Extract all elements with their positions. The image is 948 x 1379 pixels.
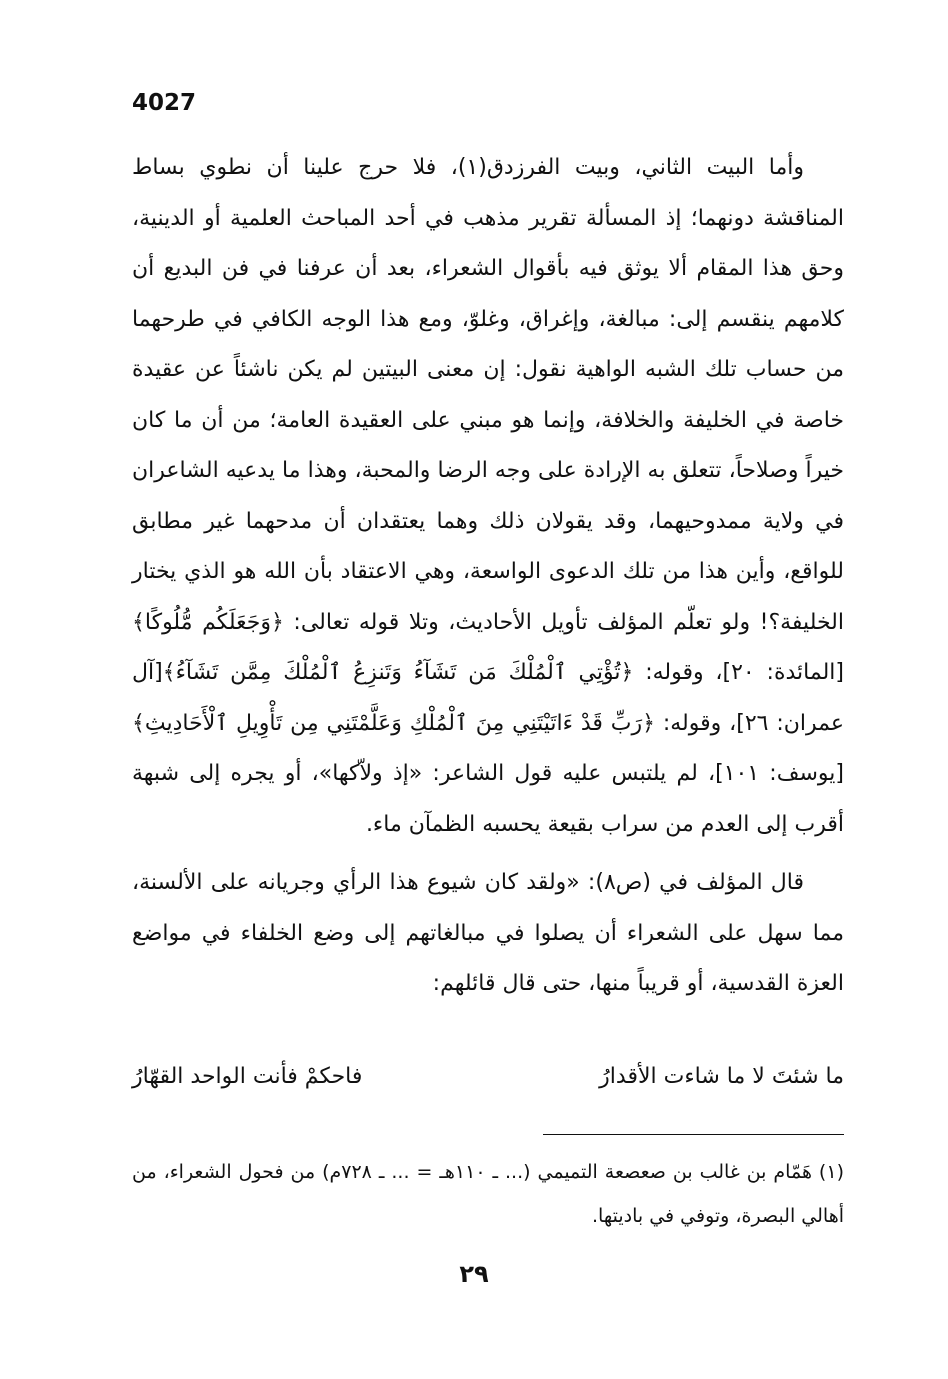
verse-first-hemistich: ما شئتَ لا ما شاءت الأقدارُ — [599, 1064, 844, 1089]
verse-second-hemistich: فاحكمْ فأنت الواحد القهّارُ — [132, 1064, 363, 1089]
paragraph: وأما البيت الثاني، وبيت الفرزدق(١)، فلا حرج علينا أن نطوي بساط المناقشة دونهما؛ إذ المسألة تقرير مذهب في أحد المباحث العلمية أو الدينية، وحق هذا المقام ألا يوثق فيه بأقوال الشعراء، بعد أن عرفنا في فن البديع أن كلامهم ينقسم إلى: مبالغة، وإغراق، وغلوّ، ومع هذا الوجه الكافي في طرحهما من حساب تلك الشبه الواهية نقول: إن معنى البيتين لم يكن ناشئاً عن عقيدة خاصة في الخليفة والخلافة، وإنما هو مبني على العقيدة العامة؛ من أن ما كان خيراً وصلاحاً، تتعلق به الإرادة على وجه الرضا والمحبة، وهذا ما يدعيه الشاعران في ولاية ممدوحيهما، وقد يقولان ذلك وهما يعتقدان أن مدحهما غير مطابق للواقع، وأين هذا من تلك الدعوى الواسعة، وهي الاعتقاد بأن الله هو الذي يختار الخليفة؟! ولو تعلّم المؤلف تأويل الأحاديث، وتلا قوله تعالى: ﴿وَجَعَلَكُم مُّلُوكًا﴾[المائدة: ٢٠]، وقوله: ﴿تُؤْتِي ٱلْمُلْكَ مَن تَشَآءُ وَتَنزِعُ ٱلْمُلْكَ مِمَّن تَشَآءُ﴾[آل عمران: ٢٦]، وقوله: ﴿رَبِّ قَدْ ءَاتَيْتَنِي مِنَ ٱلْمُلْكِ وَعَلَّمْتَنِي مِن تَأْوِيلِ ٱلْأَحَادِيثِ﴾[يوسف: ١٠١]، لم يلتبس عليه قول الشاعر: «إذ ولاّكها»، أو يجره إلى شبهة أقرب إلى العدم من سراب بقيعة يحسبه الظمآن ماء. — [132, 155, 844, 837]
main-text — [132, 143, 844, 1010]
paragraph: قال المؤلف في (ص٨): «ولقد كان شيوع هذا الرأي وجريانه على الألسنة، مما سهل على الشعراء أن يصلوا في مبالغاتهم إلى وضع الخلفاء في مواضع العزة القدسية، أو قريباً منها، حتى قال قائلهم: — [132, 870, 844, 996]
poetry-verse — [132, 1052, 844, 1102]
footnote-separator — [543, 1134, 844, 1135]
page-number: ٢٩ — [459, 1260, 489, 1288]
footnote: (١) هَمّام بن غالب بن صعصعة التميمي (... ـ ١١٠هـ = ... ـ ٧٢٨م) من فحول الشعراء، من أهالي البصرة، وتوفي في باديتها. — [132, 1161, 844, 1227]
page-id: 4027 — [132, 90, 197, 116]
